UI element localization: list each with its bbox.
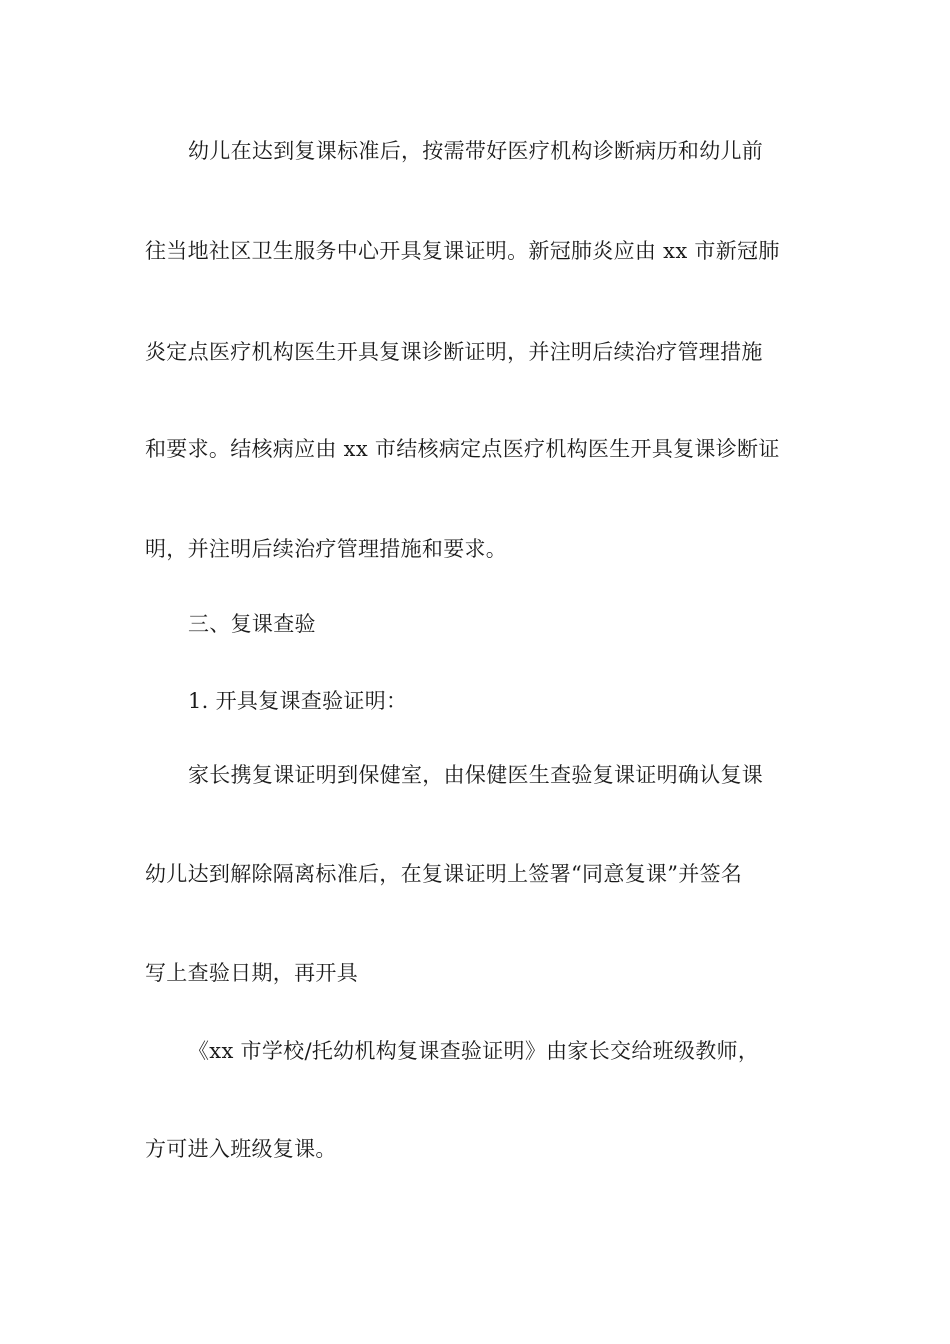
paragraph-line: 幼儿在达到复课标准后，按需带好医疗机构诊断病历和幼儿前	[188, 139, 764, 163]
paragraph-line: 家长携复课证明到保健室，由保健医生查验复课证明确认复课	[188, 763, 764, 787]
paragraph-line: 明，并注明后续治疗管理措施和要求。	[145, 537, 508, 561]
paragraph-line: 《xx 市学校/托幼机构复课查验证明》由家长交给班级教师，	[188, 1039, 760, 1063]
subsection-heading: 1. 开具复课查验证明：	[188, 689, 408, 713]
paragraph-line: 往当地社区卫生服务中心开具复课证明。新冠肺炎应由 xx 市新冠肺	[145, 239, 780, 263]
paragraph-line: 和要求。结核病应由 xx 市结核病定点医疗机构医生开具复课诊断证	[145, 437, 780, 461]
paragraph-line: 方可进入班级复课。	[145, 1137, 337, 1161]
paragraph-line: 幼儿达到解除隔离标准后，在复课证明上签署“同意复课”并签名	[145, 862, 743, 886]
paragraph-line: 炎定点医疗机构医生开具复课诊断证明，并注明后续治疗管理措施	[145, 340, 763, 364]
paragraph-line: 写上查验日期，再开具	[145, 961, 358, 985]
section-heading: 三、复课查验	[188, 612, 316, 636]
